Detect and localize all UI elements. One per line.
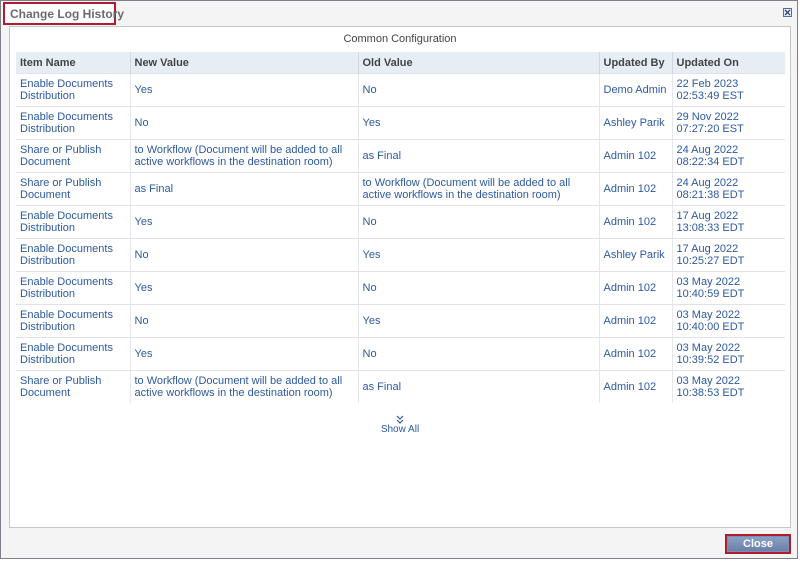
show-all-link[interactable] — [10, 415, 790, 435]
new-value-cell: No — [130, 305, 358, 338]
updated-by-cell: Demo Admin — [599, 74, 672, 107]
updated-on-cell: 03 May 2022 10:40:59 EDT — [672, 272, 785, 305]
old-value-cell: as Final — [358, 140, 599, 173]
updated-on-cell: 17 Aug 2022 13:08:33 EDT — [672, 206, 785, 239]
updated-on-cell: 03 May 2022 10:40:00 EDT — [672, 305, 785, 338]
updated-on-cell: 24 Aug 2022 08:22:34 EDT — [672, 140, 785, 173]
old-value-cell: No — [358, 338, 599, 371]
updated-on-cell: 22 Feb 2023 02:53:49 EST — [672, 74, 785, 107]
old-value-cell: No — [358, 206, 599, 239]
column-header: Item Name — [16, 52, 130, 74]
close-x-icon[interactable] — [783, 8, 792, 17]
updated-on-cell: 24 Aug 2022 08:21:38 EDT — [672, 173, 785, 206]
item-name-cell: Share or Publish Document — [16, 371, 130, 404]
updated-by-cell: Admin 102 — [599, 173, 672, 206]
dialog-title-box — [3, 2, 125, 25]
new-value-cell: to Workflow (Document will be added to all active workflows in the destination room) — [130, 371, 358, 404]
table-row — [16, 107, 785, 140]
old-value-cell: to Workflow (Document will be added to all active workflows in the destination room) — [358, 173, 599, 206]
table-row — [16, 371, 785, 404]
updated-by-cell: Ashley Parik — [599, 107, 672, 140]
section-title: Common Configuration — [343, 33, 457, 45]
close-button[interactable] — [725, 534, 791, 554]
updated-on-cell: 29 Nov 2022 07:27:20 EST — [672, 107, 785, 140]
content-panel — [9, 26, 791, 528]
table-row — [16, 206, 785, 239]
old-value-cell: Yes — [358, 107, 599, 140]
table-body — [16, 74, 785, 404]
updated-by-cell: Admin 102 — [599, 140, 672, 173]
change-log-table — [16, 52, 785, 403]
table-row — [16, 173, 785, 206]
updated-by-cell: Admin 102 — [599, 272, 672, 305]
new-value-cell: Yes — [130, 74, 358, 107]
new-value-cell: Yes — [130, 338, 358, 371]
item-name-cell: Enable Documents Distribution — [16, 206, 130, 239]
updated-on-cell: 03 May 2022 10:39:52 EDT — [672, 338, 785, 371]
updated-by-cell: Ashley Parik — [599, 239, 672, 272]
double-chevron-down-icon — [396, 415, 404, 424]
updated-on-cell: 03 May 2022 10:38:53 EDT — [672, 371, 785, 404]
old-value-cell: as Final — [358, 371, 599, 404]
item-name-cell: Enable Documents Distribution — [16, 305, 130, 338]
item-name-cell: Enable Documents Distribution — [16, 107, 130, 140]
item-name-cell: Enable Documents Distribution — [16, 74, 130, 107]
dialog-title: Change Log History — [10, 7, 125, 21]
new-value-cell: Yes — [130, 206, 358, 239]
new-value-cell: as Final — [130, 173, 358, 206]
table-row — [16, 239, 785, 272]
table-header-row — [16, 52, 785, 74]
new-value-cell: Yes — [130, 272, 358, 305]
updated-by-cell: Admin 102 — [599, 338, 672, 371]
old-value-cell: Yes — [358, 239, 599, 272]
old-value-cell: No — [358, 272, 599, 305]
item-name-cell: Enable Documents Distribution — [16, 239, 130, 272]
new-value-cell: No — [130, 239, 358, 272]
table-row — [16, 305, 785, 338]
old-value-cell: Yes — [358, 305, 599, 338]
column-header: Updated By — [599, 52, 672, 74]
updated-by-cell: Admin 102 — [599, 305, 672, 338]
show-all-label[interactable]: Show All — [380, 424, 420, 435]
item-name-cell: Enable Documents Distribution — [16, 272, 130, 305]
updated-by-cell: Admin 102 — [599, 371, 672, 404]
table-row — [16, 74, 785, 107]
updated-on-cell: 17 Aug 2022 10:25:27 EDT — [672, 239, 785, 272]
table-row — [16, 338, 785, 371]
new-value-cell: to Workflow (Document will be added to all active workflows in the destination room) — [130, 140, 358, 173]
table-row — [16, 272, 785, 305]
updated-by-cell: Admin 102 — [599, 206, 672, 239]
column-header: New Value — [130, 52, 358, 74]
item-name-cell: Enable Documents Distribution — [16, 338, 130, 371]
new-value-cell: No — [130, 107, 358, 140]
item-name-cell: Share or Publish Document — [16, 173, 130, 206]
close-button-label[interactable]: Close — [728, 537, 788, 551]
column-header: Old Value — [358, 52, 599, 74]
column-header: Updated On — [672, 52, 785, 74]
old-value-cell: No — [358, 74, 599, 107]
item-name-cell: Share or Publish Document — [16, 140, 130, 173]
table-row — [16, 140, 785, 173]
